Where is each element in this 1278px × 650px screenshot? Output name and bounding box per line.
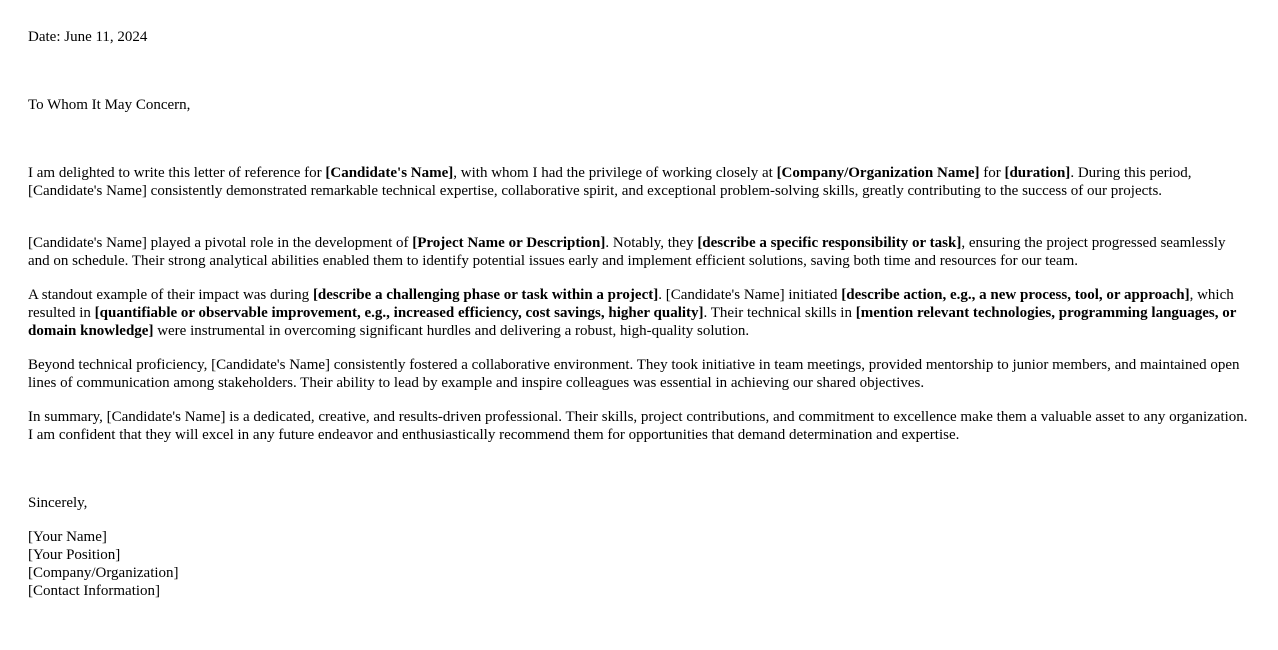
letter-date: Date: June 11, 2024: [28, 29, 148, 45]
text-run: . During this period, [Candidate's Name] consistently demonstrated remarkable technical expertise, collaborative spirit, and exceptional problem-solving skills, greatly contributing to the success of our projects.: [28, 165, 1192, 199]
signature-position: [Your Position]: [28, 547, 121, 563]
paragraph-introduction: [28, 164, 1250, 200]
paragraph-collaboration: Beyond technical proficiency, [Candidate's Name] consistently fostered a collaborative environment. They took initiative in team meetings, provided mentorship to junior members, and maintained open lines of communication among stakeholders. Their ability to lead by example and inspire colleagues was essential in achieving our shared objectives.: [28, 357, 1240, 391]
text-run: , which resulted in: [28, 287, 1234, 321]
paragraph-summary: In summary, [Candidate's Name] is a dedicated, creative, and results-driven professional. Their skills, project contributions, and commitment to excellence make them a valuable asset to any organization. I am confident that they will excel in any future endeavor and enthusiastically recommend them for opportunities that demand determination and expertise.: [28, 409, 1248, 443]
placeholder-candidate-name: [Candidate's Name]: [325, 165, 454, 181]
placeholder-duration: [duration]: [1004, 165, 1071, 181]
text-run: , ensuring the project progressed seamlessly and on schedule. Their strong analytical abilities enabled them to identify potential issues early and implement efficient solutions, saving both time and resources for our team.: [28, 235, 1226, 269]
text-run: . [Candidate's Name] initiated: [658, 287, 842, 303]
signature-company: [Company/Organization]: [28, 565, 179, 581]
placeholder-technologies: [mention relevant technologies, programming languages, or domain knowledge]: [28, 305, 1237, 339]
text-run: . Their technical skills in: [703, 305, 856, 321]
placeholder-project-name: [Project Name or Description]: [412, 235, 606, 251]
placeholder-improvement: [quantifiable or observable improvement, e.g., increased efficiency, cost savings, higher quality]: [94, 305, 704, 321]
text-run: [Candidate's Name] played a pivotal role in the development of: [28, 235, 413, 251]
text-run: for: [979, 165, 1005, 181]
text-run: , with whom I had the privilege of working closely at: [453, 165, 777, 181]
placeholder-challenging-phase: [describe a challenging phase or task within a project]: [312, 287, 659, 303]
paragraph-impact-example: [28, 286, 1250, 340]
closing: Sincerely,: [28, 495, 88, 511]
placeholder-responsibility: [describe a specific responsibility or task]: [697, 235, 962, 251]
signature-block: [28, 528, 1250, 600]
placeholder-action: [describe action, e.g., a new process, tool, or approach]: [841, 287, 1190, 303]
text-run: I am delighted to write this letter of reference for: [28, 165, 326, 181]
paragraph-project-role: [28, 234, 1250, 270]
signature-name: [Your Name]: [28, 529, 107, 545]
signature-contact: [Contact Information]: [28, 583, 161, 599]
text-run: A standout example of their impact was during: [28, 287, 313, 303]
salutation: To Whom It May Concern,: [28, 97, 191, 113]
placeholder-company-name: [Company/Organization Name]: [776, 165, 980, 181]
text-run: . Notably, they: [605, 235, 698, 251]
text-run: were instrumental in overcoming significant hurdles and delivering a robust, high-quality solution.: [153, 323, 750, 339]
